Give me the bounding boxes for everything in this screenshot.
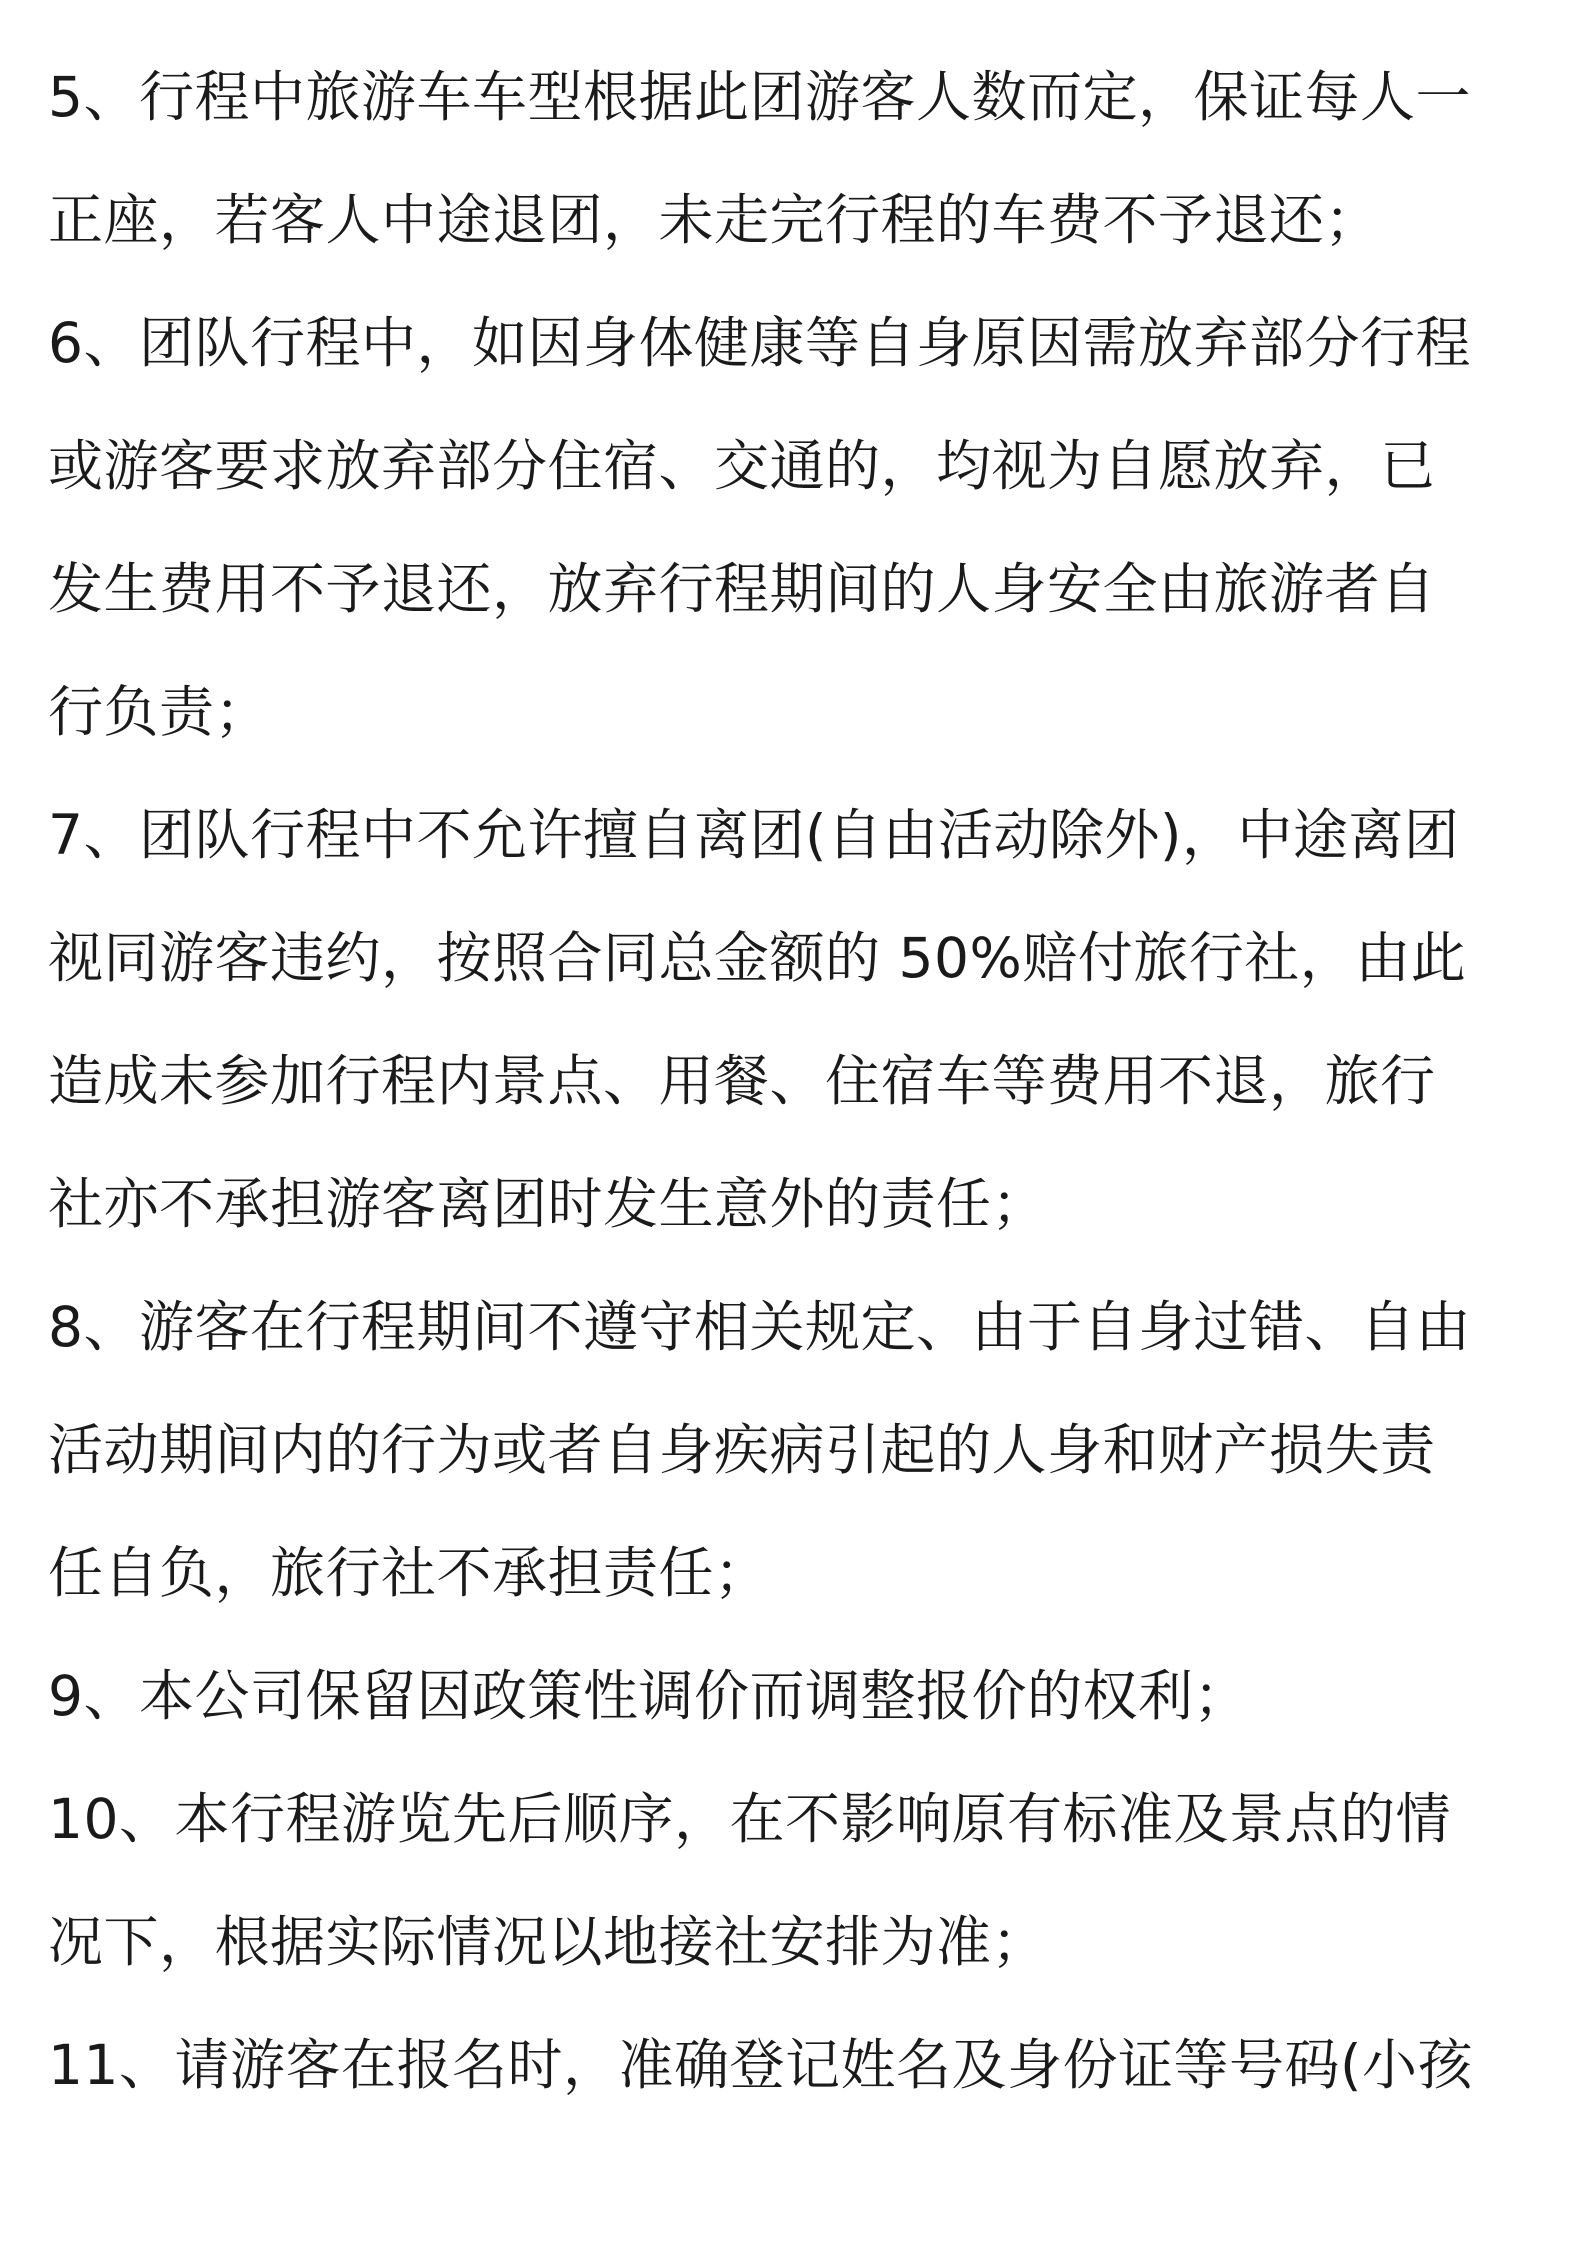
text-line: 10、本行程游览先后顺序，在不影响原有标准及景点的情 <box>48 1787 1451 1851</box>
text-line: 正座，若客人中途退团，未走完行程的车费不予退还； <box>48 188 1381 252</box>
text-line: 发生费用不予退还，放弃行程期间的人身安全由旅游者自 <box>48 557 1436 621</box>
text-line: 造成未参加行程内景点、用餐、住宿车等费用不退，旅行 <box>48 1049 1436 1113</box>
text-line: 视同游客违约，按照合同总金额的 50%赔付旅行社，由此 <box>48 926 1467 990</box>
text-line: 8、游客在行程期间不遵守相关规定、由于自身过错、自由 <box>48 1295 1471 1359</box>
text-line: 6、团队行程中，如因身体健康等自身原因需放弃部分行程 <box>48 311 1471 375</box>
text-line: 况下，根据实际情况以地接社安排为准； <box>48 1910 1048 1974</box>
text-line: 任自负，旅行社不承担责任； <box>48 1541 770 1605</box>
text-line: 7、团队行程中不允许擅自离团(自由活动除外)，中途离团 <box>48 803 1460 867</box>
text-line: 或游客要求放弃部分住宿、交通的，均视为自愿放弃，已 <box>48 434 1436 498</box>
text-line: 活动期间内的行为或者自身疾病引起的人身和财产损失责 <box>48 1418 1436 1482</box>
text-line: 社亦不承担游客离团时发生意外的责任； <box>48 1172 1048 1236</box>
text-line: 11、请游客在报名时，准确登记姓名及身份证等号码(小孩 <box>48 2033 1473 2097</box>
text-line: 行负责； <box>48 680 271 744</box>
text-line: 9、本公司保留因政策性调价而调整报价的权利； <box>48 1664 1249 1728</box>
text-line: 5、行程中旅游车车型根据此团游客人数而定，保证每人一 <box>48 65 1471 129</box>
